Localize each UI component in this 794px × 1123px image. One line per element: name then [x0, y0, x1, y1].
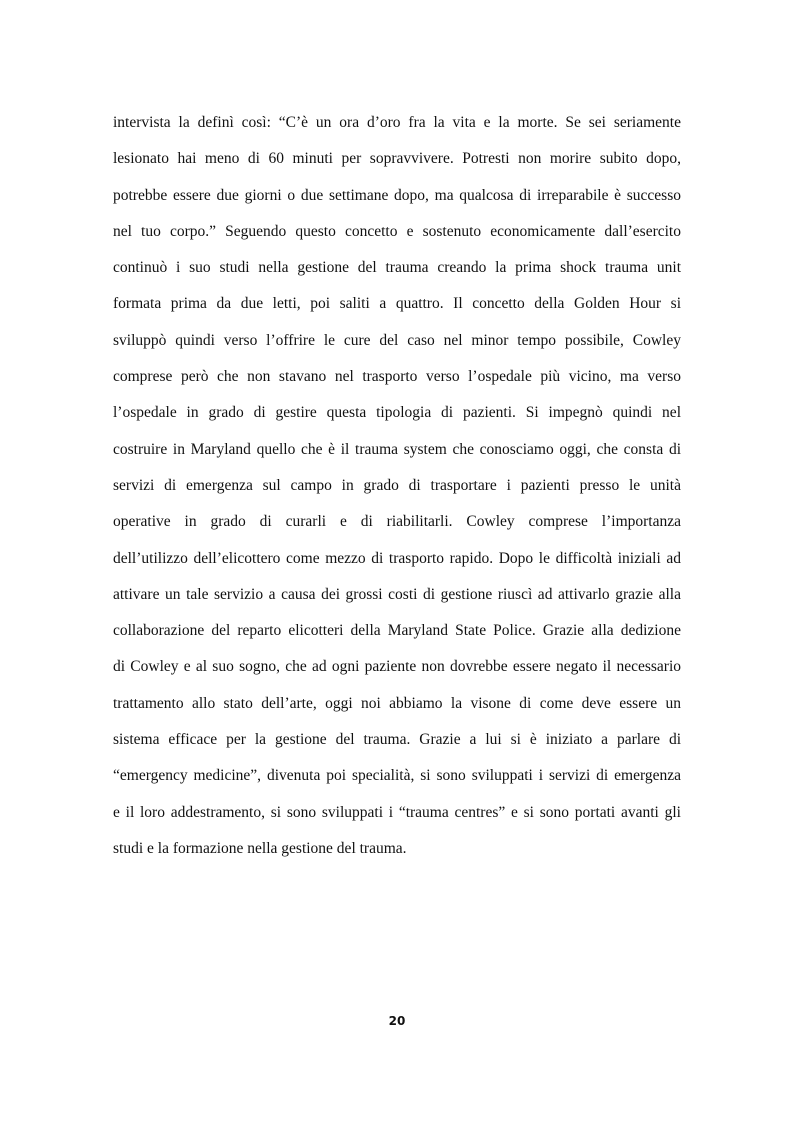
text-line: intervista la definì così: “C’è un ora d’oro fra la vita e la morte. Se sei seriamente [113, 114, 681, 131]
text-line: l’ospedale in grado di gestire questa tipologia di pazienti. Si impegnò quindi nel [113, 404, 681, 422]
text-line: dell’utilizzo dell’elicottero come mezzo di trasporto rapido. Dopo le difficoltà iniziali ad [113, 549, 681, 567]
text-line: potrebbe essere due giorni o due settimane dopo, ma qualcosa di irreparabile è successo [113, 186, 681, 204]
text-line: comprese però che non stavano nel trasporto verso l’ospedale più vicino, ma verso [113, 368, 681, 386]
text-line: sistema efficace per la gestione del trauma. Grazie a lui si è iniziato a parlare di [113, 731, 681, 749]
text-line: collaborazione del reparto elicotteri della Maryland State Police. Grazie alla dedizione [113, 622, 681, 640]
text-line-last: studi e la formazione nella gestione del trauma. [113, 839, 407, 857]
text-line: attivare un tale servizio a causa dei grossi costi di gestione riuscì ad attivarlo grazie alla [113, 585, 681, 603]
page-number: 20 [388, 1014, 406, 1028]
text-line: operative in grado di curarli e di riabilitarli. Cowley comprese l’importanza [113, 513, 681, 531]
text-line: nel tuo corpo.” Seguendo questo concetto e sostenuto economicamente dall’esercito [113, 222, 681, 240]
text-line: formata prima da due letti, poi saliti a quattro. Il concetto della Golden Hour si [113, 295, 681, 313]
body-paragraph [113, 105, 681, 867]
text-line: sviluppò quindi verso l’offrire le cure del caso nel minor tempo possibile, Cowley [113, 331, 681, 349]
text-line: e il loro addestramento, si sono sviluppati i “trauma centres” e si sono portati avanti gli [113, 803, 681, 821]
text-line: costruire in Maryland quello che è il trauma system che conosciamo oggi, che consta di [113, 440, 681, 458]
text-line: trattamento allo stato dell’arte, oggi noi abbiamo la visone di come deve essere un [113, 694, 681, 712]
text-line: di Cowley e al suo sogno, che ad ogni paziente non dovrebbe essere negato il necessario [113, 658, 681, 676]
text-line: continuò i suo studi nella gestione del trauma creando la prima shock trauma unit [113, 259, 681, 277]
text-line: lesionato hai meno di 60 minuti per sopravvivere. Potresti non morire subito dopo, [113, 150, 681, 168]
text-line: “emergency medicine”, divenuta poi specialità, si sono sviluppati i servizi di emergenza [113, 767, 681, 785]
text-line: servizi di emergenza sul campo in grado di trasportare i pazienti presso le unità [113, 476, 681, 494]
